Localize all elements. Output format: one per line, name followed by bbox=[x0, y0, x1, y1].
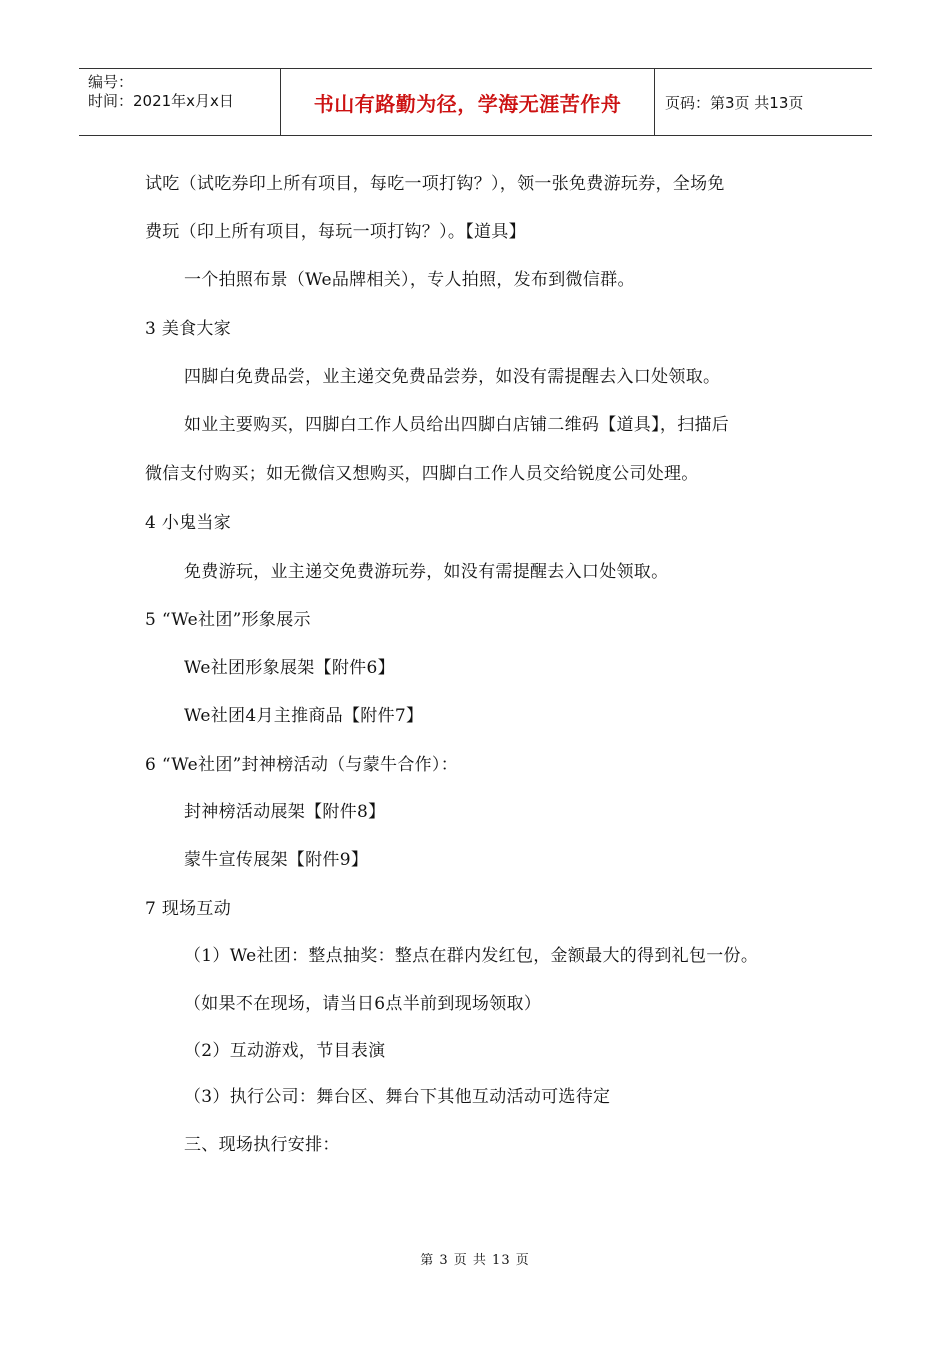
body-line: 一个拍照布景（We品牌相关），专人拍照，发布到微信群。 bbox=[184, 270, 635, 290]
body-line: 如业主要购买，四脚白工作人员给出四脚白店铺二维码【道具】，扫描后 bbox=[184, 415, 730, 435]
page-footer: 第 3 页 共 13 页 bbox=[420, 1253, 530, 1268]
body-line: 试吃（试吃券印上所有项目，每吃一项打钩？），领一张免费游玩券，全场免 bbox=[145, 174, 725, 194]
section-heading: 4 小鬼当家 bbox=[145, 513, 232, 533]
body-line: 蒙牛宣传展架【附件9】 bbox=[184, 850, 369, 870]
header-meta-cell bbox=[79, 69, 281, 135]
body-line: （3）执行公司：舞台区、舞台下其他互动活动可选待定 bbox=[184, 1087, 611, 1107]
header-motto: 书山有路勤为径，学海无涯苦作舟 bbox=[281, 69, 655, 135]
body-line: 免费游玩，业主递交免费游玩券，如没有需提醒去入口处领取。 bbox=[184, 562, 669, 582]
body-line: 费玩（印上所有项目，每玩一项打钩？）。【道具】 bbox=[145, 222, 526, 242]
body-line: （如果不在现场，请当日6点半前到现场领取） bbox=[184, 994, 542, 1014]
section-heading: 5 “We社团”形象展示 bbox=[145, 610, 311, 630]
section-heading: 三、现场执行安排： bbox=[184, 1135, 340, 1155]
section-heading: 7 现场互动 bbox=[145, 899, 232, 919]
body-line: 微信支付购买；如无微信又想购买，四脚白工作人员交给锐度公司处理。 bbox=[145, 464, 699, 484]
document-number-label: 编号： bbox=[88, 73, 134, 91]
body-line: 四脚白免费品尝，业主递交免费品尝券，如没有需提醒去入口处领取。 bbox=[184, 367, 721, 387]
section-heading: 3 美食大家 bbox=[145, 319, 232, 339]
body-line: （2）互动游戏，节目表演 bbox=[184, 1041, 386, 1061]
body-line: We社团形象展架【附件6】 bbox=[184, 658, 395, 678]
body-line: （1）We社团：整点抽奖：整点在群内发红包，金额最大的得到礼包一份。 bbox=[184, 946, 759, 966]
section-heading: 6 “We社团”封神榜活动（与蒙牛合作）： bbox=[145, 755, 459, 775]
body-line: 封神榜活动展架【附件8】 bbox=[184, 802, 386, 822]
body-line: We社团4月主推商品【附件7】 bbox=[184, 706, 424, 726]
header-page-info: 页码：第3页 共13页 bbox=[665, 93, 804, 112]
header-table bbox=[79, 68, 872, 136]
document-time-label: 时间：2021年x月x日 bbox=[88, 92, 234, 110]
